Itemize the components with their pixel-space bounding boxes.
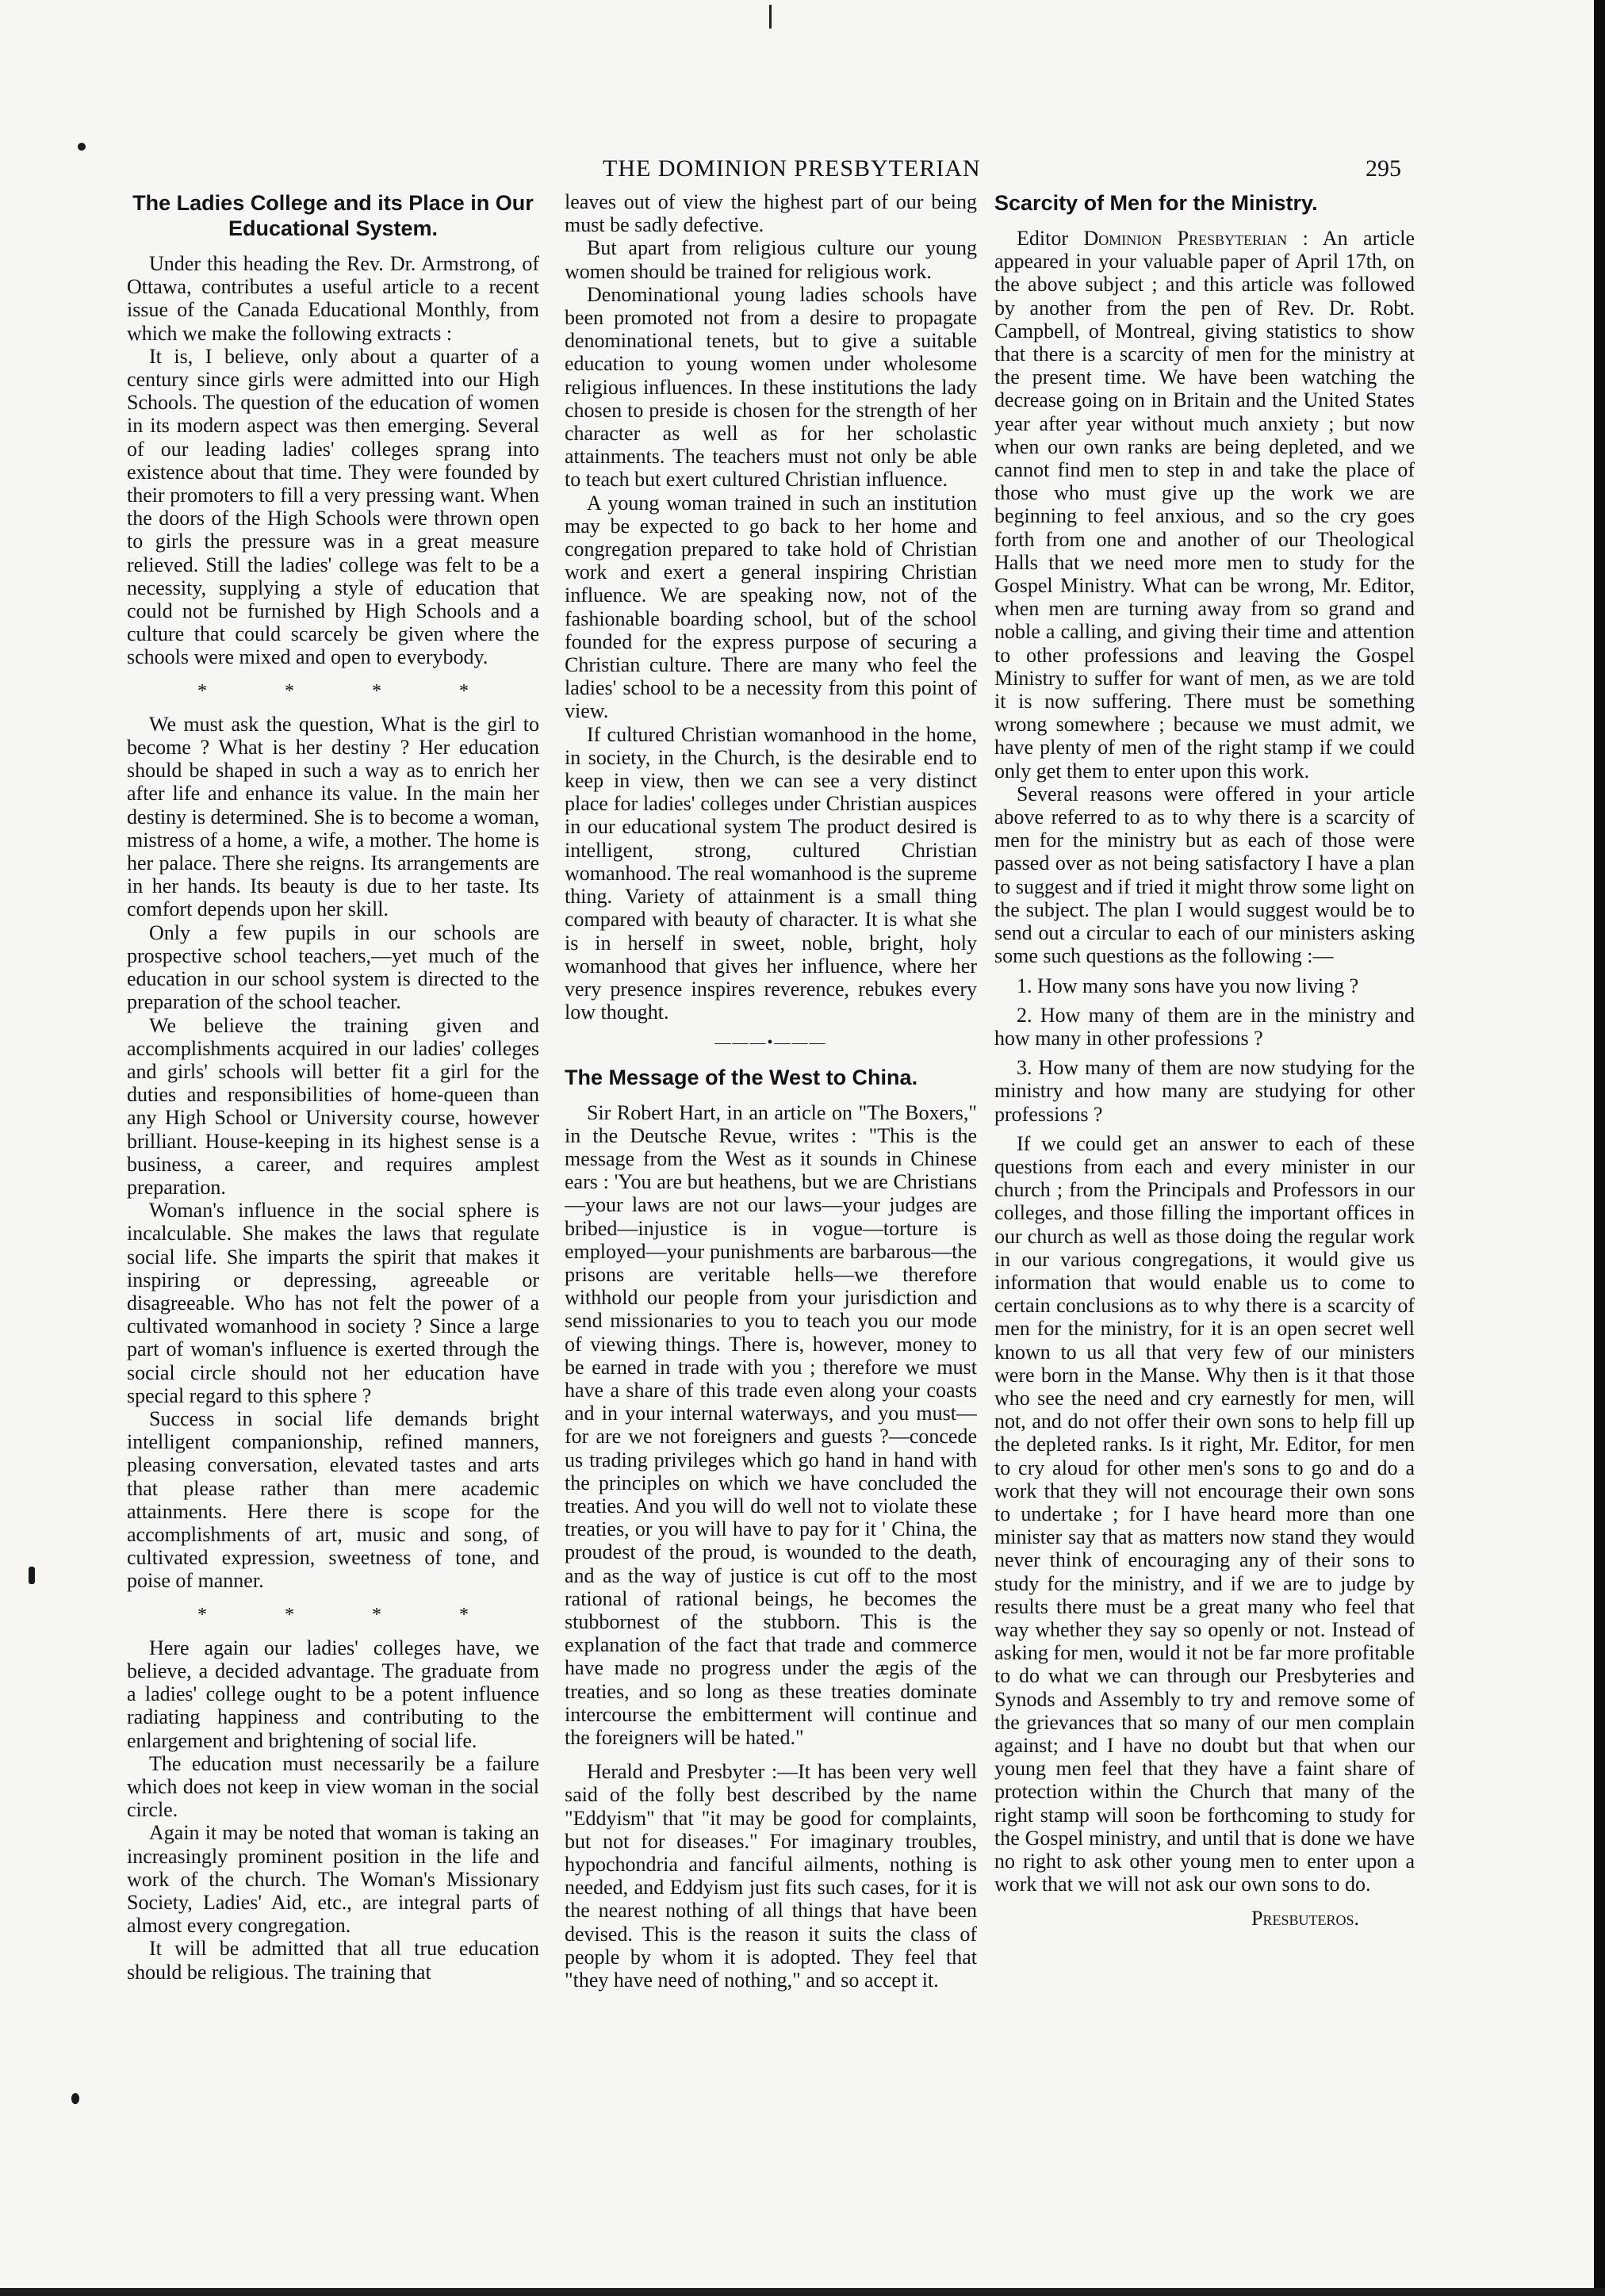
ink-speck [71, 2093, 79, 2104]
question-item: 2. How many of them are in the ministry and how many in other professions ? [994, 1003, 1415, 1050]
paragraph: Several reasons were offered in your article above referred to as to why there is a scarcity of men for the ministry but as each of those were passed over as not being satisfactory I have a plan to suggest and if tried it might throw some light on the subject. The plan I would suggest would be to send out a circular to each of our ministers asking some such questions as the following :— [994, 782, 1415, 968]
paragraph: But apart from religious culture our young women should be trained for religious work. [565, 236, 977, 283]
scan-edge-bottom [0, 2288, 1605, 2296]
paragraph: Woman's influence in the social sphere is incalculable. She makes the laws that regulate social life. She imparts the spirit that makes it inspiring or depressing, agreeable or disagreeable. Who has not felt the power of a cultivated womanhood in society ? Since a large part of woman's influence is exerted through the social circle should not her education have special regard to this sphere ? [127, 1199, 539, 1407]
paragraph: If we could get an answer to each of these questions from each and every minister in our church ; from the Principals and Professors in our colleges, and those filling the important offices in our church as well as those doing the regular work in our various congregations, it would give us information that would enable us to come to certain conclusions as to why there is a scarcity of men for the ministry, for it is an open secret well known to us all that very few of our ministers were born in the Manse. Why then is it that those who see the need and cry earnestly for men, will not, and do not offer their own sons to help fill up the depleted ranks. Is it right, Mr. Editor, for men to cry aloud for other men's sons to go and do a work that they will not encourage their own sons to undertake ; for I have heard more than one minister say that as matters now stand they would never think of encouraging any of their sons to study for the ministry, and if we are to judge by results there must be a great many who feel that way whether they say so openly or not. Instead of asking for men, would it not be far more profitable to do what we can through our Presbyteries and Synods and Assembly to try and remove some of the grievances that so many of our men complain against; and I have no doubt but that when our young men feel that they have a faint share of protection within the Church that many of the right stamp will soon be forthcoming to study for the Gospel ministry, and until that is done we have no right to ask other young men to enter upon a work that we will not ask our own sons to do. [994, 1131, 1415, 1896]
article-title: The Message of the West to China. [565, 1065, 918, 1089]
article-title: Scarcity of Men for the Ministry. [994, 191, 1318, 215]
question-item: 3. How many of them are now studying for the ministry and how many are studying for other professions ? [994, 1056, 1415, 1126]
paragraph: Sir Robert Hart, in an article on "The Boxers," in the Deutsche Revue, writes : "This is the message from the West as it sounds in Chinese ears : 'You are but heathens, but we are Christians—your laws are not our laws—your judges are bribed—injustice is in vogue—torture is employed—your punishments are barbarous—the prisons are veritable hells—we therefore withhold our people from your jurisdiction and send missionaries to you to teach you our mode of viewing things. There is, however, money to be earned in trade with you ; therefore we must have a share of this trade even along your coasts and in your internal waterways, and you must—for are we not foreigners and guests ?—concede us trading privileges which go hand in hand with the principles on which we have concluded the treaties. And you will do well not to violate these treaties, or you will have to pay for it ' China, the proudest of the proud, is wounded to the death, and as the way of justice is cut off to the most rational of rational beings, he becomes the stubbornest of the stubborn. This is the explanation of the fact that trade and commerce have made no progress under the ægis of the treaties, and so long as these treaties dominate intercourse the embitterment will continue and the foreigners will be hated." [565, 1100, 977, 1749]
paragraph: Again it may be noted that woman is taking an increasingly prominent position in the life and work of the church. The Woman's Missionary Society, Ladies' Aid, etc., are integral parts of almost every congregation. [127, 1821, 539, 1938]
question-item: 1. How many sons have you now living ? [1017, 974, 1359, 997]
column-middle [565, 190, 977, 2117]
paragraph: leaves out of view the highest part of our being must be sadly defective. [565, 190, 977, 237]
column-left [127, 190, 539, 2117]
paragraph: Here again our ladies' colleges have, we believe, a decided advantage. The graduate from a ladies' college ought to be a potent influence radiating happiness and contributing to the enlargement and brightening of social life. [127, 1636, 539, 1752]
section-stars: * * * * [197, 680, 505, 702]
salutation-paragraph [994, 227, 1415, 783]
page-number: 295 [1366, 155, 1401, 182]
scan-edge-right [1594, 0, 1605, 2296]
salutation-lead: Editor [1017, 227, 1068, 250]
paragraph: Only a few pupils in our schools are prospective school teachers,—yet much of the education in our school system is directed to the preparation of the school teacher. [127, 920, 539, 1014]
article-separator: ———•——— [714, 1034, 827, 1052]
paragraph: Under this heading the Rev. Dr. Armstrong, of Ottawa, contributes a useful article to a recent issue of the Canada Educational Monthly, from which we make the following extracts : [127, 252, 539, 345]
paragraph: We believe the training given and accomplishments acquired in our ladies' colleges and girls' schools will better fit a girl for the duties and responsibilities of home-queen than any High School or University course, however brilliant. House-keeping in its highest sense is a business, a career, and requires amplest preparation. [127, 1013, 539, 1199]
paragraph: Denominational young ladies schools have been promoted not from a desire to propagate denominational tenets, but to give a suitable education to young women under wholesome religious influences. In these institutions the lady chosen to preside is chosen for the strength of her character as well as for her scholastic attainments. The teachers must not only be able to teach but exert cultured Christian influence. [565, 282, 977, 492]
paragraph: It will be admitted that all true education should be religious. The training that [127, 1937, 539, 1984]
top-edge-mark [769, 5, 772, 29]
paragraph: Herald and Presbyter :—It has been very well said of the folly best described by the name "Eddyism" that "it may be good for complaints, but not for diseases." For imaginary troubles, hypochondria and fanciful ailments, nothing is needed, and Eddyism just fits such cases, for it is the nearest nothing of all things that have been devised. This is the reason it suits the class of people by whom it is adopted. They feel that "they have need of nothing," and so accept it. [565, 1760, 977, 1992]
section-stars: * * * * [197, 1604, 505, 1625]
column-right [994, 190, 1415, 2117]
signature: Presbuteros. [1251, 1907, 1359, 1931]
paragraph: If cultured Christian womanhood in the home, in society, in the Church, is the desirable end to keep in view, then we can see a very distinct place for ladies' colleges under Christian auspices in our educational system The product desired is intelligent, strong, cultured Christian womanhood. The real womanhood is the supreme thing. Variety of attainment is a small thing compared with beauty of character. It is what she is in herself in sweet, noble, bright, holy womanhood that gives her influence, where her very presence inspires reverence, rebukes every low thought. [565, 722, 977, 1024]
article-title: The Ladies College and its Place in Our Educational System. [132, 191, 534, 240]
paragraph: It is, I believe, only about a quarter of a century since girls were admitted into our High Schools. The question of the education of women in its modern aspect was then emerging. Several of our leading ladies' colleges sprang into existence about that time. They were founded by their promoters to fill a very pressing want. When the doors of the High Schools were thrown open to girls the pressure was in a great measure relieved. Still the ladies' college was felt to be a necessity, supplying a style of education that could not be furnished by High Schools and a culture that could scarcely be given where the schools were mixed and open to everybody. [127, 344, 539, 669]
ink-speck [29, 1567, 35, 1584]
paragraph: We must ask the question, What is the girl to become ? What is her destiny ? Her education should be shaped in such a way as to enrich her after life and enhance its value. In the main her destiny is determined. She is to become a woman, mistress of a home, a wife, a mother. The home is her palace. There she reigns. Its arrangements are in her hands. Its beauty is due to her taste. Its comfort depends upon her skill. [127, 712, 539, 921]
ink-speck [78, 143, 86, 151]
running-head: THE DOMINION PRESBYTERIAN [603, 155, 981, 182]
salutation-name: Dominion Presbyterian [1083, 227, 1288, 250]
paragraph: Success in social life demands bright intelligent companionship, refined manners, pleasing conversation, elevated tastes and arts that please rather than mere academic attainments. Here there is scope for the accomplishments of art, music and song, of cultivated expression, sweetness of tone, and poise of manner. [127, 1406, 539, 1593]
paragraph: The education must necessarily be a failure which does not keep in view woman in the social circle. [127, 1751, 539, 1822]
salutation-text: : An article appeared in your valuable paper of April 17th, on the above subject ; and this article was followed by another from the pen of Rev. Dr. Robt. Campbell, of Montreal, giving statistics to show that there is a scarcity of men for the ministry at the present time. We have been watching the decrease going on in Britain and the United States year after year without much anxiety ; but now when our own ranks are being depleted, and we cannot find men to step in and take the place of those who must give up the work we are beginning to feel anxious, and so the cry goes forth from one and another of our Theological Halls that we need more men to study for the Gospel Ministry. What can be wrong, Mr. Editor, when men are turning away from so grand and noble a calling, and giving their time and attention to other professions and leaving the Gospel Ministry to suffer for want of men, as we are told it is now suffering. There must be something wrong somewhere ; because we must admit, we have plenty of men of the right stamp if we could only get them to enter upon this work. [994, 227, 1415, 783]
paragraph: A young woman trained in such an institution may be expected to go back to her home and congregation prepared to take hold of Christian work and exert a general inspiring Christian influence. We are speaking now, not of the fashionable boarding school, but of the school founded for the express purpose of securing a Christian culture. There are many who feel the ladies' school to be a necessity from this point of view. [565, 491, 977, 723]
